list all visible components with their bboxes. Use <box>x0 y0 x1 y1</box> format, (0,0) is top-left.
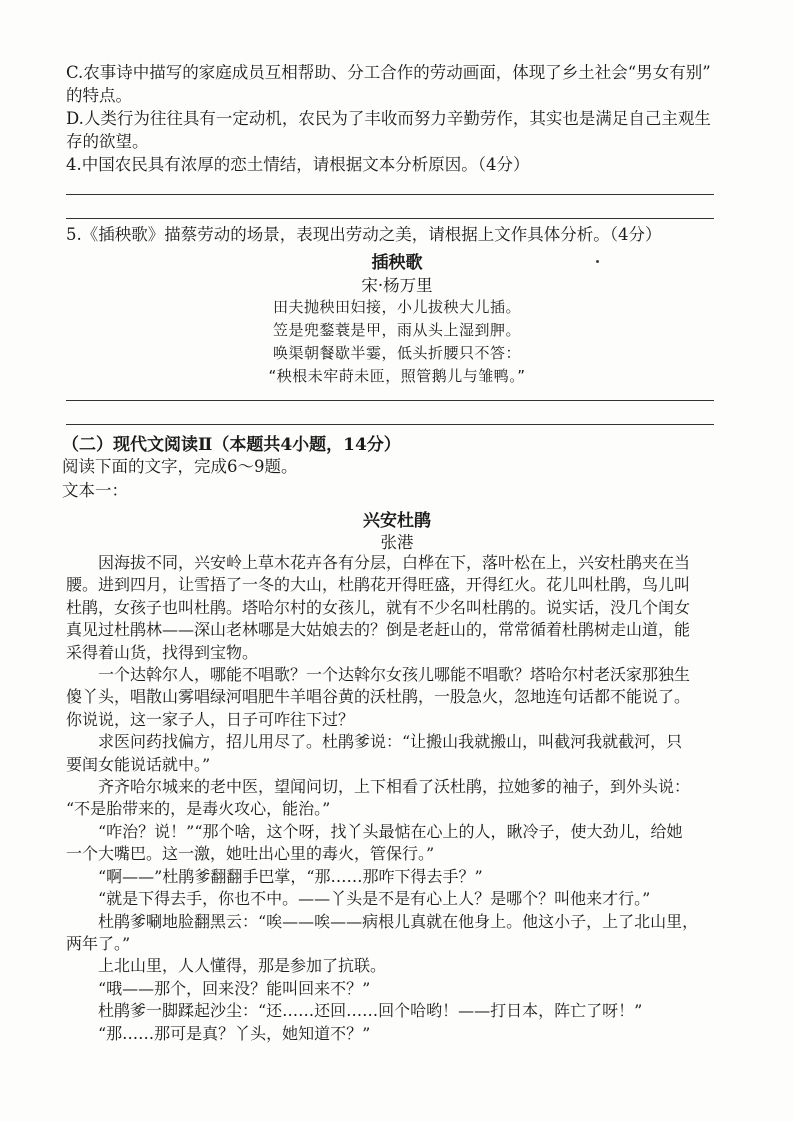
story-line: 你说说，这一家子人，日子可咋往下过？ <box>66 709 355 729</box>
story-line: 一个大嘴巴。这一激，她吐出心里的毒火，管保行。” <box>66 844 435 864</box>
story-body <box>66 552 716 1045</box>
story-line: 腰。进到四月，让雪捂了一冬的大山，杜鹃花开得旺盛，开得红火。花儿叫杜鹃，鸟儿叫 <box>66 575 691 595</box>
question-5: 5.《插秧歌》描蔡劳动的场景，表现出劳动之美，请根据上文作具体分析。（4分） <box>66 225 662 244</box>
poem-title: 插秧歌 <box>371 253 423 273</box>
section-instruction: 阅读下面的文字，完成6～9题。 <box>62 457 298 476</box>
story-line: “不是胎带来的，是毒火攻心，能治。” <box>66 799 331 819</box>
story-line: 求医问药找偏方，招儿用尽了。杜鹃爹说：“让搬山我就搬山，叫截河我就截河，只 <box>66 732 683 752</box>
story-line: 杜鹃，女孩子也叫杜鹃。塔哈尔村的女孩儿，就有不少名叫杜鹃的。说实话，没几个闺女 <box>66 597 691 617</box>
poem-line: 笠是兜鍪蓑是甲，雨从头上湿到胛。 <box>272 321 521 339</box>
story-line: 齐齐哈尔城来的老中医，望闻问切，上下相看了沃杜鹃，拉她爹的袖子，到外头说： <box>66 777 691 797</box>
story-line: “咋治？说！”“那个啥，这个呀，找丫头最惦在心上的人，瞅冷子，使大劲儿，给她 <box>66 821 683 841</box>
story-line: 两年了。” <box>66 933 131 953</box>
answer-line <box>66 400 714 401</box>
story-line: 采得着山货，找得到宝物。 <box>66 642 259 662</box>
question-4: 4.中国农民具有浓厚的恋土情结，请根据文本分析原因。（4分） <box>66 155 530 174</box>
story-line: 杜鹃爹一脚蹂起沙尘：“还……还回……回个哈哟！——打日本，阵亡了呀！” <box>66 1001 643 1021</box>
story-line: “哦——那个，回来没？能叫回来不？” <box>66 978 371 998</box>
story-title: 兴安杜鹃 <box>363 511 431 531</box>
story-line: 杜鹃爹唰地脸翻黑云：“唉——唉——病根儿真就在他身上。他这小子，上了北山里， <box>66 911 699 931</box>
story-line: 上北山里，人人懂得，那是参加了抗联。 <box>66 956 387 976</box>
story-line: 因海拔不同，兴安岭上草木花卉各有分层，白桦在下，落叶松在上，兴安杜鹃夹在当 <box>66 553 691 572</box>
story-line: “那……那可是真？丫头，她知道不？” <box>66 1023 371 1043</box>
poem-line: 唤渠朝餐歇半霎，低头折腰只不答： <box>272 344 521 362</box>
section-heading: （二）现代文阅读Ⅱ（本题共4小题，14分） <box>62 435 401 455</box>
text-label: 文本一： <box>62 481 128 500</box>
option-c-line1: C.农事诗中描写的家庭成员互相帮助、分工合作的劳动画面，体现了乡土社会“男女有别” <box>66 63 711 82</box>
story-line: 真见过杜鹃林——深山老林哪是大姑娘去的？倒是老赶山的，常常循着杜鹃树走山道，能 <box>66 620 691 640</box>
story-author: 张港 <box>380 533 414 552</box>
option-d-line2: 存的欲望。 <box>66 132 149 151</box>
poem-line: 田夫抛秧田妇接，小儿拔秧大儿插。 <box>272 298 521 316</box>
story-line: “啊——”杜鹃爹翻翻手巴掌，“那……那咋下得去手？” <box>66 866 483 886</box>
story-line: 一个达斡尔人，哪能不唱歌？一个达斡尔女孩儿哪能不唱歌？塔哈尔村老沃家那独生 <box>66 665 691 685</box>
poem-line: “秧根未牢莳未匝，照管鹅儿与雏鸭。” <box>268 367 526 385</box>
answer-line <box>66 218 714 219</box>
poem-author: 宋·杨万里 <box>361 276 433 295</box>
option-c-line2: 的特点。 <box>66 86 132 105</box>
story-line: “就是下得去手，你也不中。——丫头是不是有心上人？是哪个？叫他来才行。” <box>66 889 651 909</box>
story-line: 傻丫头，唱散山雾唱绿河唱肥牛羊唱谷黄的沃杜鹃，一股急火，忽地连句话都不能说了。 <box>66 687 691 707</box>
story-line: 要闺女能说话就中。” <box>66 754 211 774</box>
option-d-line1: D.人类行为往往具有一定动机，农民为了丰收而努力辛勤劳作，其实也是满足自己主观生 <box>66 109 711 128</box>
answer-line <box>66 424 714 425</box>
answer-line <box>66 194 714 195</box>
